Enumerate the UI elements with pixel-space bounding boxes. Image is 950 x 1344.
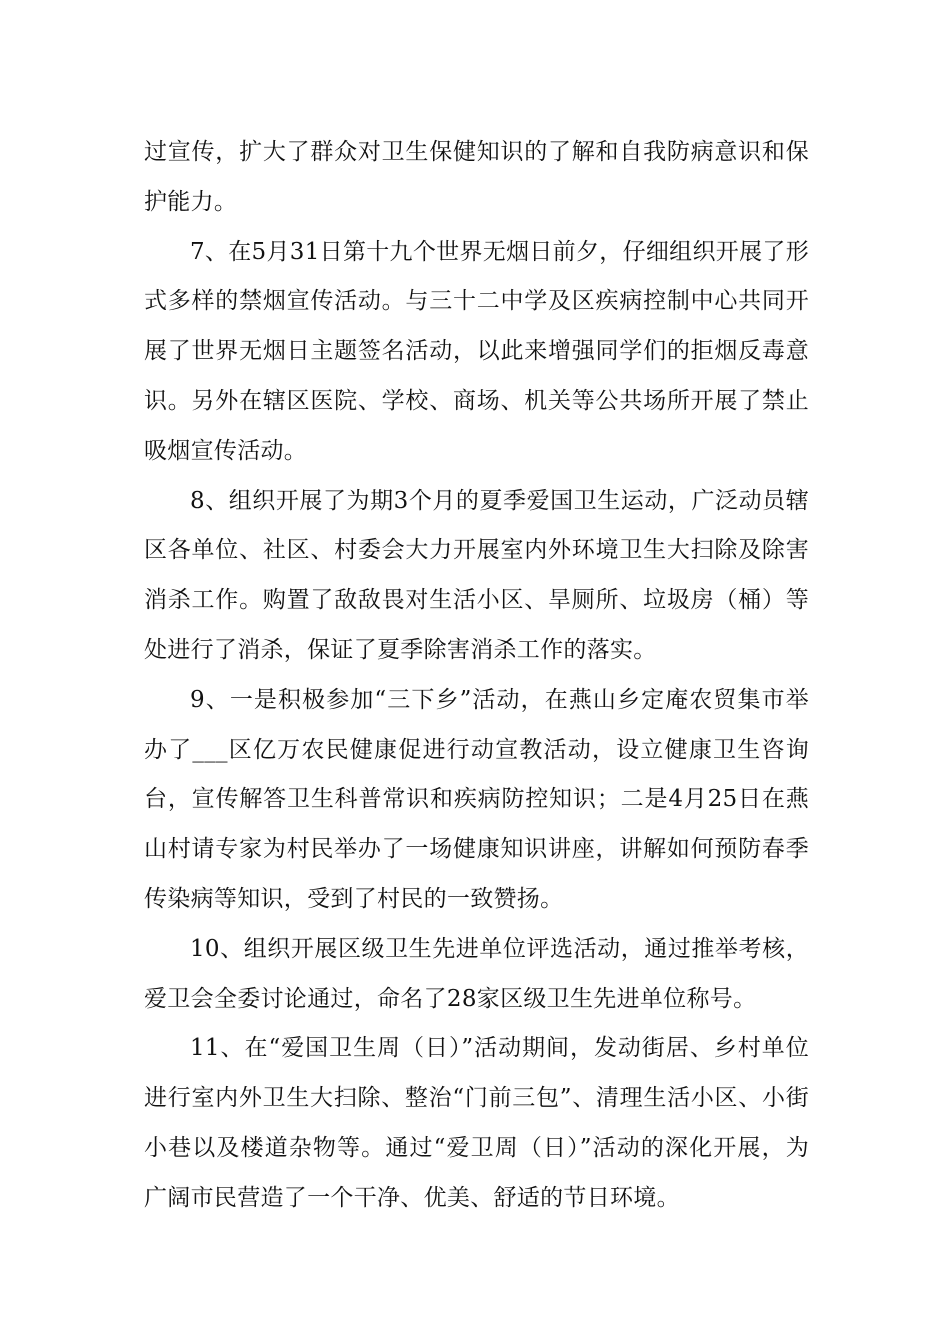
document-body [144, 128, 809, 1224]
paragraph-item-7: 7、在5月31日第十九个世界无烟日前夕，仔细组织开展了形式多样的禁烟宣传活动。与三十二中学及区疾病控制中心共同开展了世界无烟日主题签名活动，以此来增强同学们的拒烟反毒意识。另外在辖区医院、学校、商场、机关等公共场所开展了禁止吸烟宣传活动。 [144, 238, 809, 464]
paragraph-item-9: 9、一是积极参加“三下乡”活动，在燕山乡定庵农贸集市举办了___区亿万农民健康促进行动宣教活动，设立健康卫生咨询台，宣传解答卫生科普常识和疾病防控知识；二是4月25日在燕山村请专家为村民举办了一场健康知识讲座，讲解如何预防春季传染病等知识，受到了村民的一致赞扬。 [144, 686, 809, 912]
paragraph-item-11: 11、在“爱国卫生周（日）”活动期间，发动街居、乡村单位进行室内外卫生大扫除、整治“门前三包”、清理生活小区、小街小巷以及楼道杂物等。通过“爱卫周（日）”活动的深化开展，为广阔市民营造了一个干净、优美、舒适的节日环境。 [144, 1035, 809, 1211]
paragraph-continuation: 过宣传，扩大了群众对卫生保健知识的了解和自我防病意识和保护能力。 [144, 139, 809, 215]
paragraph-item-8: 8、组织开展了为期3个月的夏季爱国卫生运动，广泛动员辖区各单位、社区、村委会大力开展室内外环境卫生大扫除及除害消杀工作。购置了敌敌畏对生活小区、旱厕所、垃圾房（桶）等处进行了消杀，保证了夏季除害消杀工作的落实。 [144, 487, 809, 663]
paragraph-item-10: 10、组织开展区级卫生先进单位评选活动，通过推举考核，爱卫会全委讨论通过，命名了28家区级卫生先进单位称号。 [144, 935, 809, 1012]
